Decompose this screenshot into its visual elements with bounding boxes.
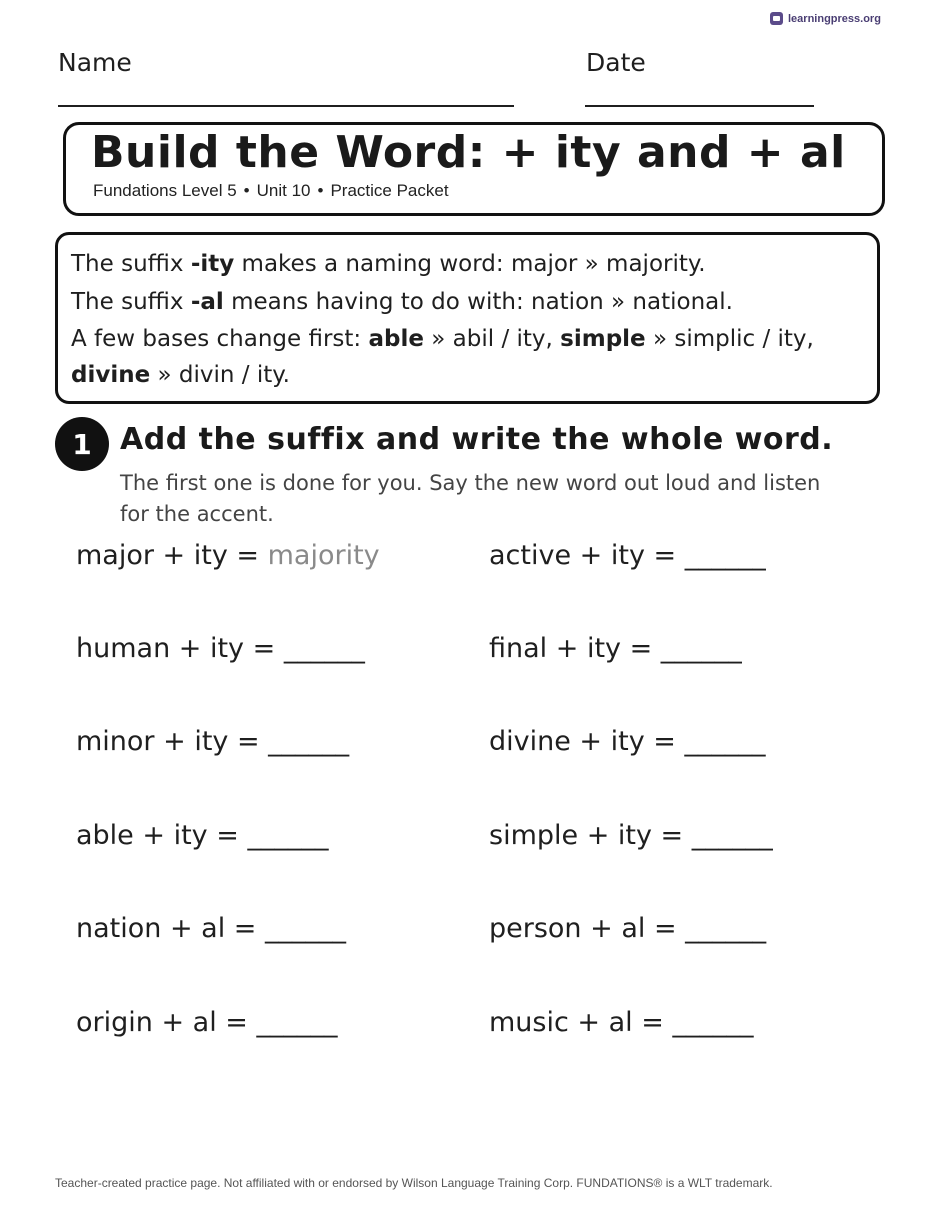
subtitle-unit: Unit 10 — [256, 181, 311, 200]
exercise-item — [76, 540, 380, 571]
rule-text: The suffix — [71, 251, 191, 277]
title-box — [63, 122, 885, 216]
exercise-item[interactable]: human + ity = ______ — [76, 633, 365, 664]
subtitle-packet: Practice Packet — [330, 181, 449, 200]
date-line[interactable] — [585, 105, 814, 107]
rule-text: A few bases change first: — [71, 326, 369, 352]
name-label: Name — [58, 48, 132, 77]
section-title: Add the suffix and write the whole word. — [120, 422, 834, 457]
base-simple: simple — [560, 326, 646, 352]
subtitle-separator: • — [317, 181, 324, 200]
rule-base-changes — [71, 321, 864, 393]
rule-text: » divin / ity. — [150, 362, 290, 388]
suffix-ity: -ity — [190, 251, 235, 277]
rule-text: » abil / ity, — [423, 326, 561, 352]
subtitle-separator: • — [243, 181, 250, 200]
exercise-item[interactable]: able + ity = ______ — [76, 820, 329, 851]
exercise-item[interactable]: final + ity = ______ — [489, 633, 742, 664]
exercise-item[interactable]: music + al = ______ — [489, 1007, 754, 1038]
exercise-item[interactable]: divine + ity = ______ — [489, 726, 766, 757]
name-line[interactable] — [58, 105, 514, 107]
subtitle-level: Fundations Level 5 — [93, 181, 237, 200]
page-title: Build the Word: + ity and + al — [91, 127, 846, 178]
exercise-item[interactable]: nation + al = ______ — [76, 913, 346, 944]
rule-ity — [71, 245, 864, 283]
suffix-al: -al — [190, 289, 224, 315]
exercise-item[interactable]: simple + ity = ______ — [489, 820, 773, 851]
base-able: able — [368, 326, 424, 352]
rule-text: means having to do with: nation » national. — [223, 289, 733, 315]
base-divine: divine — [71, 362, 151, 388]
exercise-item[interactable]: person + al = ______ — [489, 913, 767, 944]
section-number-badge: 1 — [55, 417, 109, 471]
rule-box — [55, 232, 880, 404]
rule-text: makes a naming word: major » majority. — [234, 251, 706, 277]
exercise-item[interactable]: minor + ity = ______ — [76, 726, 350, 757]
rule-al — [71, 283, 864, 321]
brand-logo — [770, 12, 881, 25]
rule-text: The suffix — [71, 289, 191, 315]
book-icon — [770, 12, 783, 25]
example-answer: majority — [267, 540, 380, 571]
date-label: Date — [586, 48, 646, 77]
exercise-item[interactable]: active + ity = ______ — [489, 540, 766, 571]
brand-text: learningpress.org — [788, 12, 881, 25]
section-instructions: The first one is done for you. Say the new word out loud and listen for the accent. — [120, 471, 821, 526]
footer-disclaimer: Teacher-created practice page. Not affiliated with or endorsed by Wilson Language Training Corp. FUNDATIONS® is a WLT trademark. — [55, 1176, 773, 1190]
page-subtitle — [93, 181, 449, 201]
rule-text: » simplic / ity, — [645, 326, 814, 352]
exercise-prompt: major + ity = — [76, 540, 268, 571]
exercise-item[interactable]: origin + al = ______ — [76, 1007, 338, 1038]
